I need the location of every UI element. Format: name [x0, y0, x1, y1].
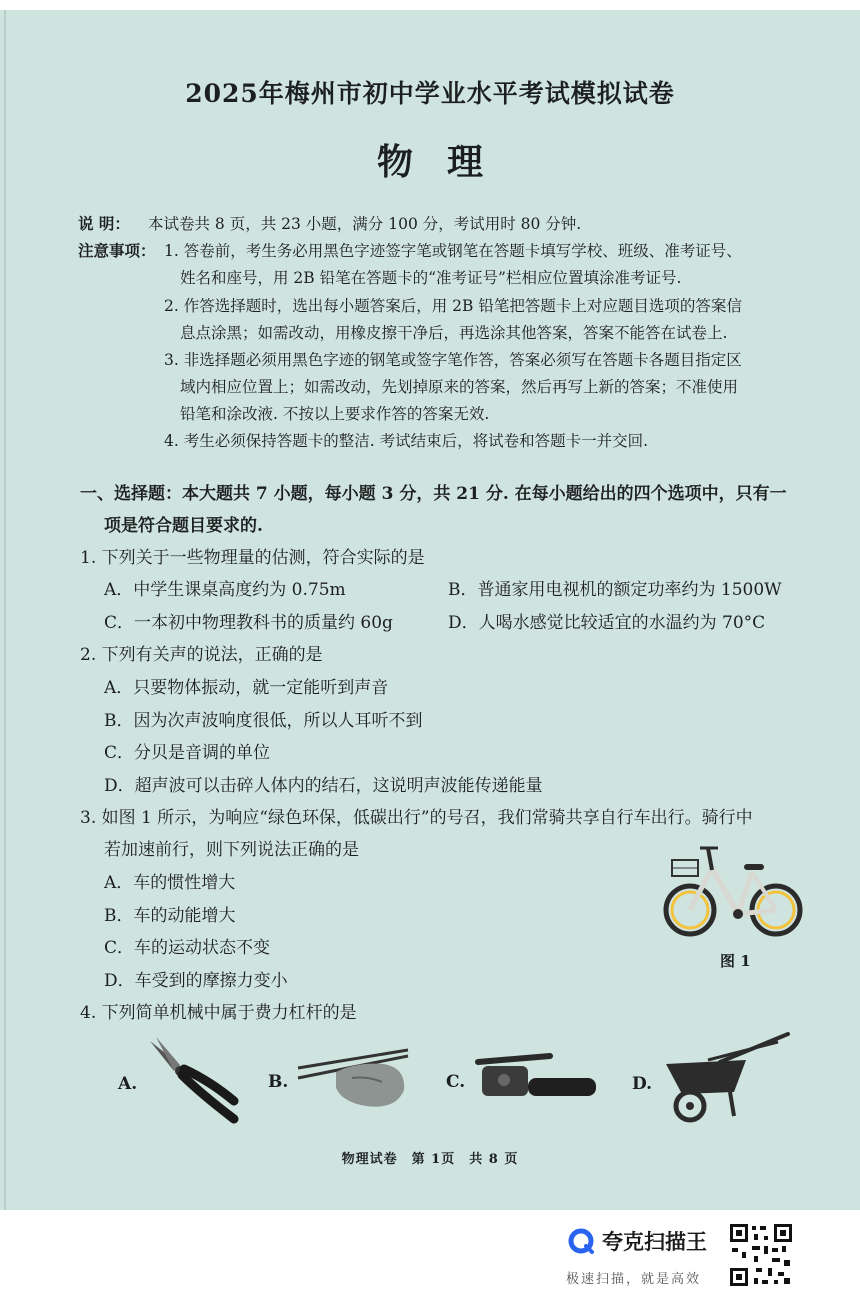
section-heading: 一、选择题：本大题共 7 小题，每小题 3 分，共 21 分. 在每小题给出的四个选项中，只有一 — [80, 484, 787, 504]
notice-line: 域内相应位置上；如需改动，先划掉原来的答案，然后再写上新的答案；不准使用 — [180, 378, 739, 396]
pliers-icon — [144, 1035, 240, 1125]
notice-label: 注意事项： — [78, 241, 156, 260]
option-c: C．一本初中物理教科书的质量约 60g — [104, 613, 393, 633]
notice-line: 息点涂黑；如需改动，用橡皮擦干净后，再选涂其他答案，答案不能答在试卷上. — [180, 324, 728, 342]
notice-line: 铅笔和涂改液. 不按以上要求作答的答案无效. — [180, 405, 490, 423]
option-b: B．因为次声波响度很低，所以人耳听不到 — [104, 711, 423, 731]
notice-line: 4. 考生必须保持答题卡的整洁. 考试结束后，将试卷和答题卡一并交回. — [164, 432, 648, 450]
question-stem: 3. 如图 1 所示，为响应“绿色环保，低碳出行”的号召，我们常骑共享自行车出行。骑行中 — [80, 808, 753, 828]
qr-code-icon — [728, 1222, 794, 1288]
brand-row — [568, 1226, 707, 1256]
wheelbarrow-icon — [660, 1030, 792, 1126]
option-c: C．车的运动状态不变 — [104, 938, 271, 958]
bicycle-figure — [660, 840, 808, 944]
subject-title: 物理 — [376, 141, 517, 183]
question-stem-cont: 若加速前行，则下列说法正确的是 — [104, 840, 359, 860]
option-d: D．超声波可以击碎人体内的结石，这说明声波能传递能量 — [104, 776, 543, 796]
figure-1-label: 图 1 — [720, 952, 751, 970]
explain-text: 本试卷共 8 页，共 23 小题，满分 100 分，考试用时 80 分钟. — [148, 215, 582, 233]
option-b: B．车的动能增大 — [104, 906, 236, 926]
option-a: A．车的惯性增大 — [104, 873, 236, 893]
notice-line: 1. 答卷前，考生务必用黑色字迹签字笔或钢笔在答题卡填写学校、班级、准考证号、 — [164, 242, 742, 260]
option-a: A．只要物体振动，就一定能听到声音 — [104, 678, 389, 698]
chopsticks-hand-icon — [296, 1042, 412, 1112]
notice-line: 姓名和座号，用 2B 铅笔在答题卡的“准考证号”栏相应位置填涂准考证号. — [180, 269, 682, 287]
explain-label: 说 明： — [78, 214, 130, 233]
option-c-label: C. — [446, 1072, 466, 1092]
option-c: C．分贝是音调的单位 — [104, 743, 271, 763]
notice-line: 3. 非选择题必须用黑色字迹的钢笔或签字笔作答，答案必须写在答题卡各题目指定区 — [164, 351, 742, 369]
question-stem: 2. 下列有关声的说法，正确的是 — [80, 645, 323, 665]
option-a: A．中学生课桌高度约为 0.75m — [104, 580, 346, 600]
option-a-label: A. — [118, 1074, 138, 1094]
page-footer: 物理试卷 第 1页 共 8 页 — [341, 1152, 519, 1167]
option-d: D．人喝水感觉比较适宜的水温约为 70°C — [448, 613, 766, 633]
exam-title: 2025年梅州市初中学业水平考试模拟试卷 — [185, 79, 675, 108]
option-d: D．车受到的摩擦力变小 — [104, 971, 288, 991]
brand-slogan: 极速扫描，就是高效 — [566, 1272, 702, 1287]
section-heading-cont: 项是符合题目要求的. — [104, 516, 263, 536]
brand-name: 夸克扫描王 — [602, 1230, 707, 1254]
question-stem: 1. 下列关于一些物理量的估测，符合实际的是 — [80, 548, 425, 568]
question-stem: 4. 下列简单机械中属于费力杠杆的是 — [80, 1003, 357, 1023]
brand-logo-icon — [568, 1228, 594, 1254]
option-b-label: B. — [268, 1072, 289, 1092]
bike-brake-lever-icon — [474, 1050, 600, 1106]
notice-line: 2. 作答选择题时，选出每小题答案后，用 2B 铅笔把答题卡上对应题目选项的答案信 — [164, 297, 742, 315]
option-d-label: D. — [632, 1074, 653, 1094]
option-b: B．普通家用电视机的额定功率约为 1500W — [448, 580, 782, 600]
